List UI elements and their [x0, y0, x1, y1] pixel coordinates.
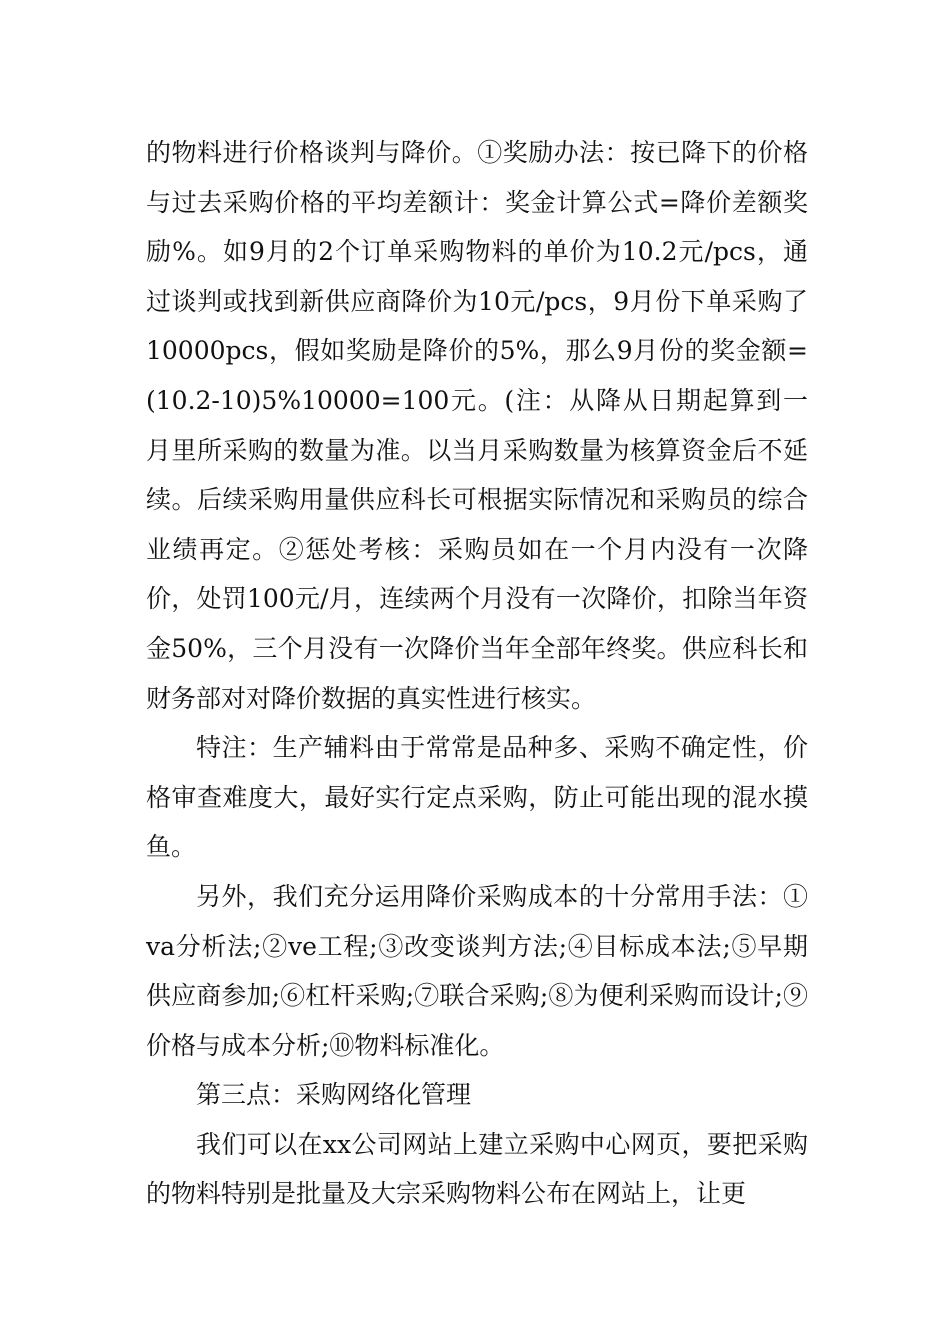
document-body	[146, 128, 808, 1219]
body-paragraph-cost-methods: 另外，我们充分运用降价采购成本的十分常用手法：①va分析法;②ve工程;③改变谈判方法;④目标成本法;⑤早期供应商参加;⑥杠杆采购;⑦联合采购;⑧为便利采购而设计;⑨价格与成本分析;⑩物料标准化。	[146, 881, 808, 1060]
body-paragraph-special-note: 特注：生产辅料由于常常是品种多、采购不确定性，价格审查难度大，最好实行定点采购，防止可能出现的混水摸鱼。	[146, 733, 808, 862]
body-paragraph-rewards-and-penalties: 的物料进行价格谈判与降价。①奖励办法：按已降下的价格与过去采购价格的平均差额计：奖金计算公式=降价差额奖励%。如9月的2个订单采购物料的单价为10.2元/pcs，通过谈判或找到新供应商降价为10元/pcs，9月份下单采购了10000pcs，假如奖励是降价的5%，那么9月份的奖金额=(10.2-10)5%10000=100元。(注：从降从日期起算到一月里所采购的数量为准。以当月采购数量为核算资金后不延续。后续采购用量供应科长可根据实际情况和采购员的综合业绩再定。②惩处考核：采购员如在一个月内没有一次降价，处罚100元/月，连续两个月没有一次降价，扣除当年资金50%，三个月没有一次降价当年全部年终奖。供应科长和财务部对对降价数据的真实性进行核实。	[146, 138, 808, 713]
body-paragraph-procurement-website: 我们可以在xx公司网站上建立采购中心网页，要把采购的物料特别是批量及大宗采购物料公布在网站上，让更	[146, 1129, 808, 1209]
section-heading-third-point: 第三点：采购网络化管理	[196, 1080, 472, 1110]
